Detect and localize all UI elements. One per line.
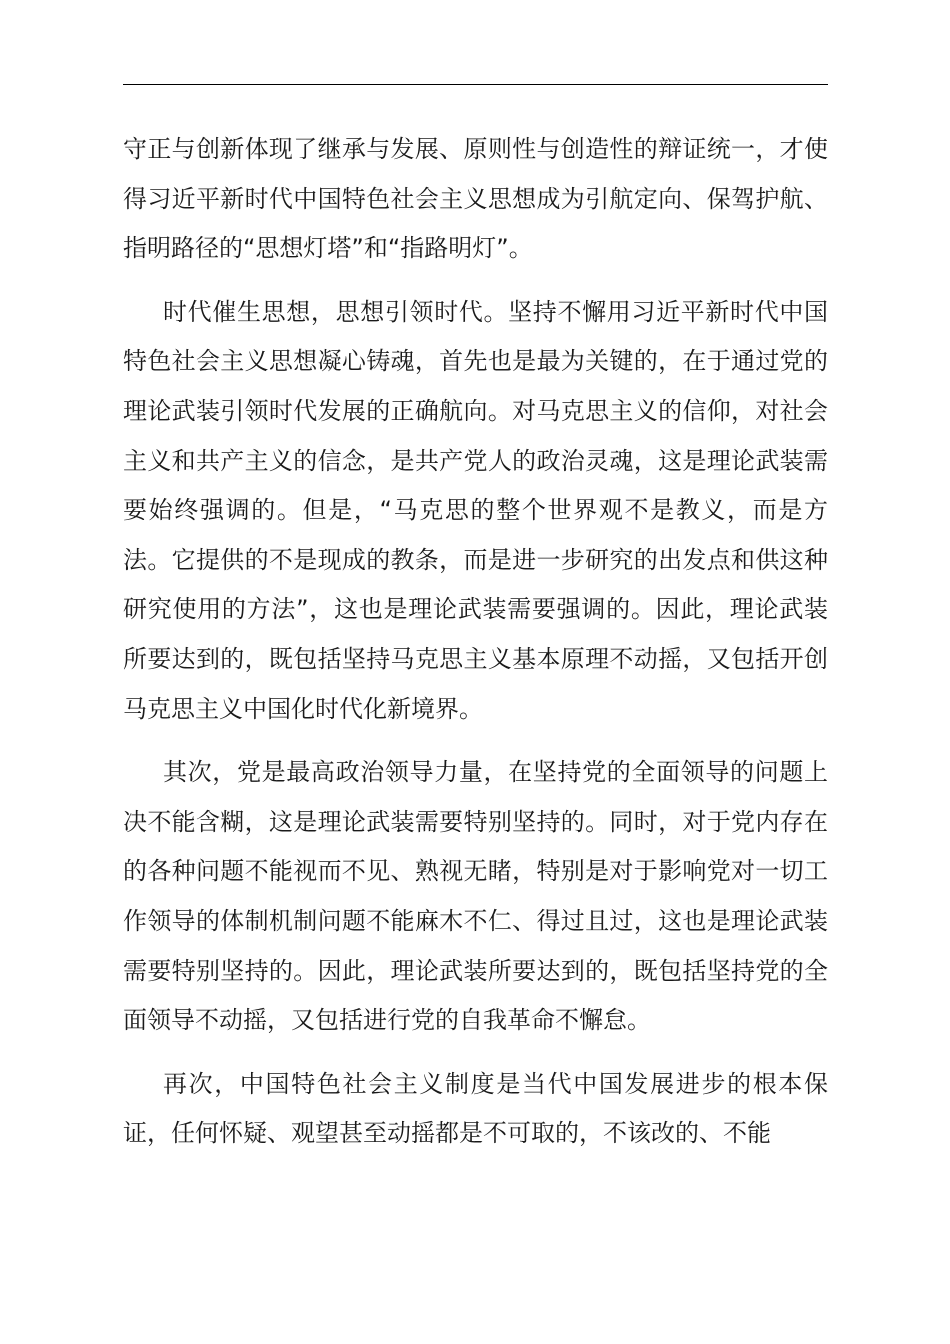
document-body <box>123 125 828 1173</box>
header-rule <box>123 84 828 85</box>
paragraph-party-leadership: 其次，党是最高政治领导力量，在坚持党的全面领导的问题上决不能含糊，这是理论武装需要特别坚持的。同时，对于党内存在的各种问题不能视而不见、熟视无睹，特别是对于影响党对一切工作领导的体制机制问题不能麻木不仁、得过且过，这也是理论武装需要特别坚持的。因此，理论武装所要达到的，既包括坚持党的全面领导不动摇，又包括进行党的自我革命不懈怠。 <box>123 758 828 1035</box>
paragraph-continued: 守正与创新体现了继承与发展、原则性与创造性的辩证统一，才使得习近平新时代中国特色社会主义思想成为引航定向、保驾护航、指明路径的“思想灯塔”和“指路明灯”。 <box>123 135 828 263</box>
paragraph-socialist-system: 再次，中国特色社会主义制度是当代中国发展进步的根本保证，任何怀疑、观望甚至动摇都是不可取的，不该改的、不能 <box>123 1069 828 1148</box>
paragraph-era-thought: 时代催生思想，思想引领时代。坚持不懈用习近平新时代中国特色社会主义思想凝心铸魂，首先也是最为关键的，在于通过党的理论武装引领时代发展的正确航向。对马克思主义的信仰，对社会主义和共产主义的信念，是共产党人的政治灵魂，这是理论武装需要始终强调的。但是，“马克思的整个世界观不是教义，而是方法。它提供的不是现成的教条，而是进一步研究的出发点和供这种研究使用的方法”，这也是理论武装需要强调的。因此，理论武装所要达到的，既包括坚持马克思主义基本原理不动摇，又包括开创马克思主义中国化时代化新境界。 <box>123 297 828 723</box>
